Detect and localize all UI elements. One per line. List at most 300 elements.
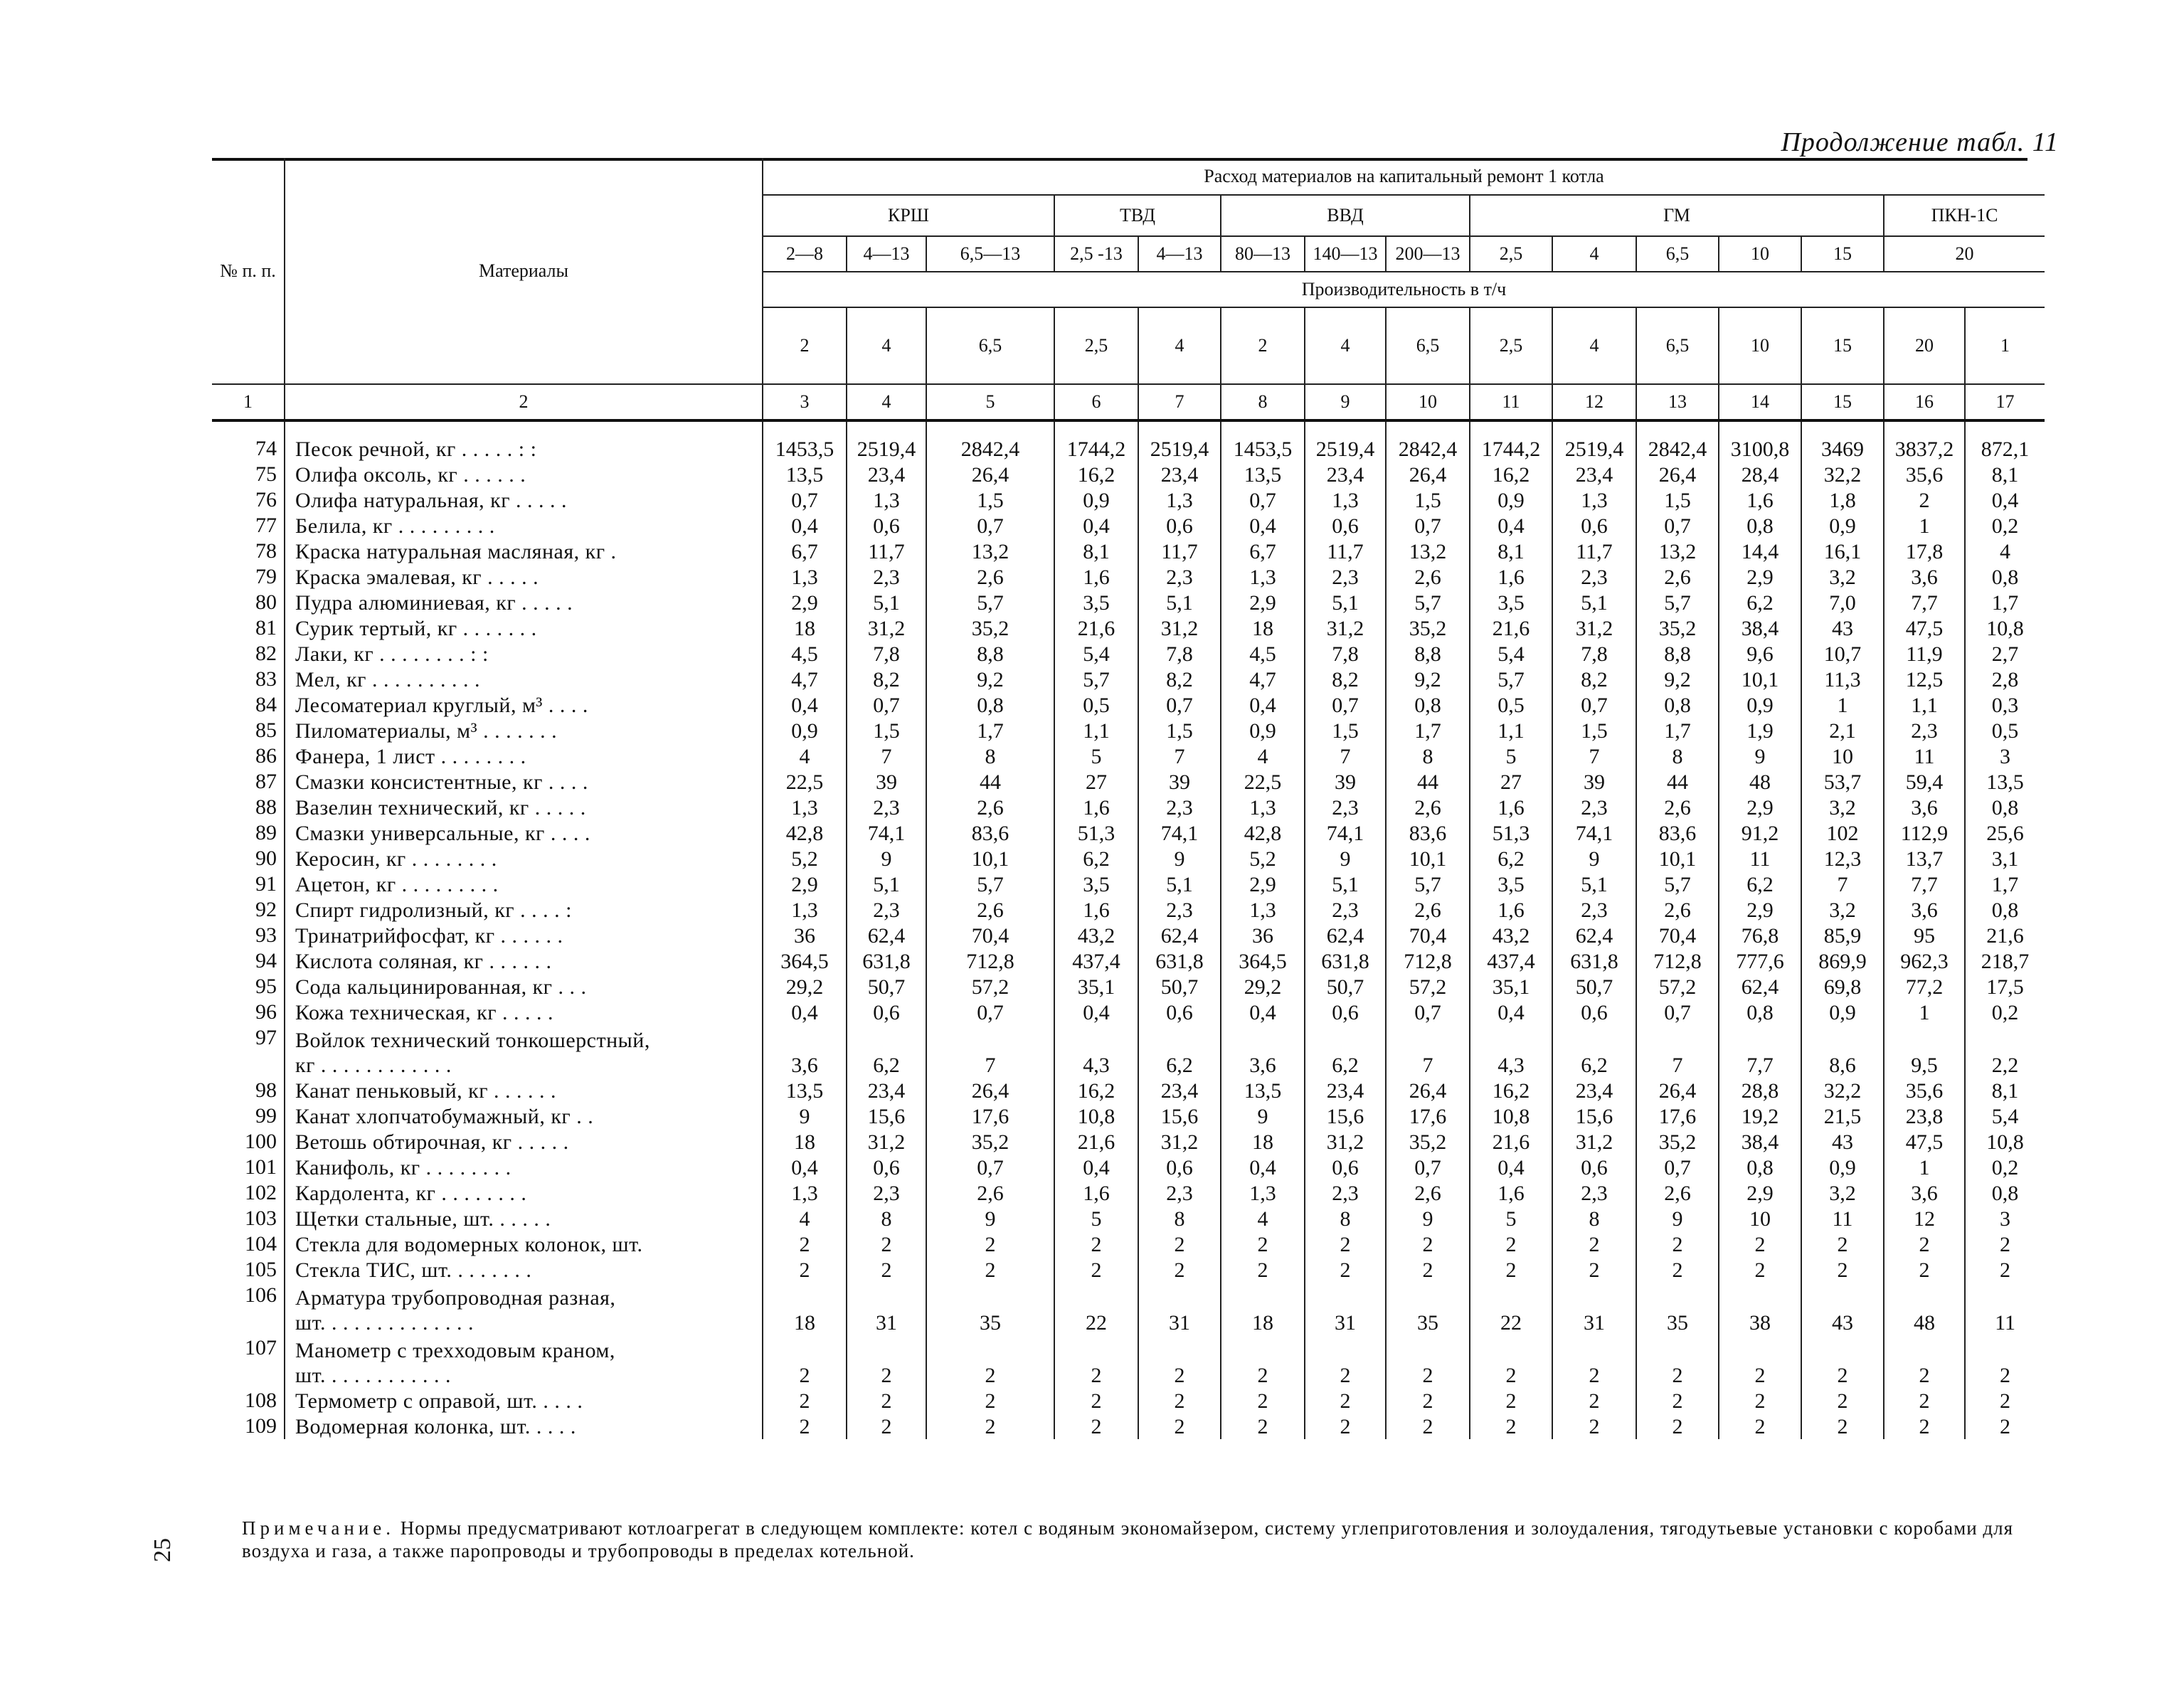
value-cell: 27: [1470, 769, 1552, 795]
value-cell: 2: [1386, 1388, 1470, 1414]
footnote-title: Примечание.: [242, 1517, 396, 1539]
value-cell: 2: [1470, 1257, 1552, 1283]
value-cell: 2,3: [847, 1180, 926, 1206]
value-cell: 2,6: [1636, 795, 1719, 820]
value-cell: 43: [1801, 1283, 1884, 1335]
row-number: 75: [212, 462, 285, 487]
value-cell: 4: [1221, 1206, 1305, 1231]
material-name: [285, 513, 763, 539]
value-cell: 6,2: [1305, 1025, 1386, 1078]
row-number: 109: [212, 1414, 285, 1439]
value-cell: 0,2: [1991, 514, 2019, 538]
value-cell: 7,8: [1305, 641, 1386, 667]
row-number: 102: [212, 1180, 285, 1206]
value-cell: 21,6: [1470, 1129, 1552, 1155]
value-cell: 10,8: [1054, 1103, 1138, 1129]
header-productivity: 2: [1221, 307, 1305, 384]
value-cell: 1453,5: [763, 436, 847, 462]
value-cell: 8,6: [1801, 1025, 1884, 1078]
value-cell: 2: [1719, 1257, 1801, 1283]
value-cell: 3,6: [1221, 1025, 1305, 1078]
material-name-line: Кожа техническая, кг . . . . .: [295, 1001, 554, 1024]
value-cell: 50,7: [1305, 974, 1386, 999]
value-cell: 5,7: [1386, 590, 1470, 615]
value-cell: 91,2: [1719, 820, 1801, 846]
value-cell: 2: [926, 1335, 1054, 1388]
material-name-line: Керосин, кг . . . . . . . .: [295, 847, 497, 871]
value-cell: 2: [1884, 1414, 1965, 1439]
value-cell: 51,3: [1470, 820, 1552, 846]
value-cell: 2,9: [763, 590, 847, 615]
header-column-number: 3: [763, 384, 847, 420]
table-row: [212, 718, 2045, 743]
table-row: [212, 1078, 2045, 1103]
value-cell: 2,3: [1138, 795, 1221, 820]
value-cell: 11,7: [1305, 539, 1386, 564]
value-cell: 44: [926, 769, 1054, 795]
value-cell: 1,6: [1470, 564, 1552, 590]
header-subtype: 6,5: [1636, 236, 1719, 272]
value-cell: 2: [1386, 1414, 1470, 1439]
value-cell: 2: [1552, 1335, 1636, 1388]
value-cell: 0,8: [1719, 513, 1801, 539]
value-cell: 0,9: [1801, 999, 1884, 1025]
value-cell: 9: [926, 1206, 1054, 1231]
value-cell: 22: [1470, 1283, 1552, 1335]
value-cell: 44: [1636, 769, 1719, 795]
value-cell: 57,2: [1636, 974, 1719, 999]
value-cell: 9,2: [926, 667, 1054, 692]
value-cell: 16,1: [1801, 539, 1884, 564]
value-cell: 2: [1138, 1414, 1221, 1439]
value-cell: 8,2: [1552, 667, 1636, 692]
value-cell: 0,7: [926, 1155, 1054, 1180]
value-cell: 26,4: [926, 1078, 1054, 1103]
value-cell: 0,4: [1054, 513, 1138, 539]
header-type-tvd: ТВД: [1054, 195, 1221, 236]
value-cell: 437,4: [1054, 948, 1138, 974]
value-cell: 43: [1801, 615, 1884, 641]
value-cell: 0,5: [1054, 692, 1138, 718]
value-cell: 8: [1138, 1206, 1221, 1231]
row-number: 91: [212, 871, 285, 897]
value-cell: 1,7: [1991, 591, 2019, 615]
material-name: [285, 539, 763, 564]
value-cell: 2,6: [926, 897, 1054, 923]
header-subtype: 4—13: [1138, 236, 1221, 272]
table-row: [212, 692, 2045, 718]
value-cell: 8,8: [1386, 641, 1470, 667]
value-cell: 6,2: [1552, 1025, 1636, 1078]
header-column-number: 12: [1552, 384, 1636, 420]
value-cell: 62,4: [847, 923, 926, 948]
value-cell: 26,4: [1636, 1078, 1719, 1103]
value-cell: 1,1: [1054, 718, 1138, 743]
value-cell: 76,8: [1719, 923, 1801, 948]
value-cell: 35: [926, 1283, 1054, 1335]
value-cell: 0,4: [763, 1155, 847, 1180]
value-cell: 8,2: [1138, 667, 1221, 692]
row-number: 76: [212, 487, 285, 513]
value-cell: 0,8: [1991, 796, 2019, 820]
value-cell: 2: [1138, 1231, 1221, 1257]
value-cell: 0,7: [847, 692, 926, 718]
row-number: 98: [212, 1078, 285, 1103]
material-name: [285, 641, 763, 667]
value-cell: 1,3: [763, 1180, 847, 1206]
value-cell: 5,1: [1552, 590, 1636, 615]
value-cell: 5,4: [1470, 641, 1552, 667]
row-number: 97: [212, 1025, 285, 1078]
value-cell: 0,7: [763, 487, 847, 513]
value-cell: 0,3: [1991, 694, 2019, 717]
value-cell: 21,6: [1054, 615, 1138, 641]
value-cell: 2: [1386, 1257, 1470, 1283]
value-cell: 777,6: [1719, 948, 1801, 974]
value-cell: 11,3: [1801, 667, 1884, 692]
value-cell: 50,7: [1552, 974, 1636, 999]
value-cell: 6,7: [1221, 539, 1305, 564]
row-number: 93: [212, 923, 285, 948]
table-row: [212, 462, 2045, 487]
material-name-line: Ацетон, кг . . . . . . . . .: [295, 873, 499, 896]
row-number: 101: [212, 1155, 285, 1180]
header-column-number: 14: [1719, 384, 1801, 420]
material-name: [285, 846, 763, 871]
header-col-number: № п. п.: [212, 158, 285, 384]
value-cell: 3: [2000, 1207, 2011, 1231]
value-cell: 31: [1552, 1283, 1636, 1335]
value-cell: 2,3: [1138, 564, 1221, 590]
material-name-line: Канат пеньковый, кг . . . . . .: [295, 1079, 557, 1103]
material-name: [285, 1388, 763, 1414]
value-cell: 16,2: [1470, 462, 1552, 487]
value-cell: 10,8: [1986, 1130, 2024, 1154]
value-cell: 4,3: [1470, 1025, 1552, 1078]
value-cell: 8,8: [926, 641, 1054, 667]
material-name-line: Стекла для водомерных колонок, шт.: [295, 1233, 643, 1256]
header-productivity: 2,5: [1470, 307, 1552, 384]
header-subtype: 15: [1801, 236, 1884, 272]
value-cell: 74,1: [1138, 820, 1221, 846]
value-cell: 85,9: [1801, 923, 1884, 948]
material-name-line: Олифа оксоль, кг . . . . . .: [295, 463, 526, 487]
value-cell: 1,3: [1221, 564, 1305, 590]
value-cell: 4,5: [1221, 641, 1305, 667]
material-name: [285, 564, 763, 590]
material-name: [285, 718, 763, 743]
value-cell: 39: [847, 769, 926, 795]
value-cell: 5,1: [1305, 590, 1386, 615]
value-cell: 3,1: [1991, 847, 2019, 871]
material-name: [285, 871, 763, 897]
value-cell: 2,3: [847, 897, 926, 923]
value-cell: 5,1: [1138, 590, 1221, 615]
value-cell: 83,6: [926, 820, 1054, 846]
value-cell: 9: [1719, 743, 1801, 769]
value-cell: 59,4: [1884, 769, 1965, 795]
value-cell: 16,2: [1470, 1078, 1552, 1103]
value-cell: 2: [1054, 1231, 1138, 1257]
value-cell: 29,2: [763, 974, 847, 999]
value-cell: 631,8: [1552, 948, 1636, 974]
header-column-number: 2: [285, 384, 763, 420]
value-cell: 2,3: [1138, 1180, 1221, 1206]
material-name-line: Олифа натуральная, кг . . . . .: [295, 489, 568, 512]
value-cell: 8: [1386, 743, 1470, 769]
value-cell: 2: [1719, 1414, 1801, 1439]
value-cell: 4: [2000, 540, 2011, 563]
header-subtype: 140—13: [1305, 236, 1386, 272]
value-cell: 2: [1054, 1335, 1138, 1388]
table-row: [212, 871, 2045, 897]
value-cell: 2: [1719, 1231, 1801, 1257]
row-number: 79: [212, 564, 285, 590]
material-name-line: Кислота соляная, кг . . . . . .: [295, 950, 552, 973]
value-cell: 6,2: [1054, 846, 1138, 871]
value-cell: 57,2: [1386, 974, 1470, 999]
value-cell: 35,2: [1636, 615, 1719, 641]
value-cell: 7: [1386, 1025, 1470, 1078]
value-cell: 15,6: [1138, 1103, 1221, 1129]
material-name: [285, 487, 763, 513]
value-cell: 43: [1801, 1129, 1884, 1155]
value-cell: 2: [1138, 1335, 1221, 1388]
material-name-line: Кардолента, кг . . . . . . . .: [295, 1182, 527, 1205]
value-cell: 1,6: [1470, 1180, 1552, 1206]
value-cell: 2: [1801, 1257, 1884, 1283]
row-number: 99: [212, 1103, 285, 1129]
row-number: 81: [212, 615, 285, 641]
value-cell: 9: [763, 1103, 847, 1129]
value-cell: 3,6: [1884, 1180, 1965, 1206]
value-cell: 0,9: [763, 718, 847, 743]
value-cell: 2,3: [1552, 795, 1636, 820]
value-cell: 6,2: [1719, 590, 1801, 615]
header-group-title: Расход материалов на капитальный ремонт 1 котла: [763, 158, 2045, 195]
value-cell: 23,4: [847, 462, 926, 487]
value-cell: 2: [1552, 1231, 1636, 1257]
header-column-number: 4: [847, 384, 926, 420]
value-cell: 2: [1305, 1388, 1386, 1414]
material-name: [285, 1335, 763, 1388]
value-cell: 2,6: [1386, 795, 1470, 820]
table-row: [212, 1103, 2045, 1129]
table-row: [212, 564, 2045, 590]
value-cell: 2: [2000, 1415, 2011, 1438]
value-cell: 2,9: [1221, 871, 1305, 897]
value-cell: 3,5: [1054, 590, 1138, 615]
material-name-line: Манометр с трехходовым краном,: [295, 1339, 615, 1362]
value-cell: 1,6: [1719, 487, 1801, 513]
value-cell: 1,7: [926, 718, 1054, 743]
value-cell: 2: [847, 1335, 926, 1388]
value-cell: 23,4: [1552, 462, 1636, 487]
value-cell: 13,7: [1884, 846, 1965, 871]
value-cell: 0,7: [926, 513, 1054, 539]
value-cell: 10,8: [1470, 1103, 1552, 1129]
value-cell: 0,9: [1801, 1155, 1884, 1180]
row-number: 77: [212, 513, 285, 539]
value-cell: 2: [1054, 1414, 1138, 1439]
value-cell: 6,2: [1719, 871, 1801, 897]
value-cell: 1,1: [1884, 692, 1965, 718]
value-cell: 13,2: [926, 539, 1054, 564]
material-name-line: Краска эмалевая, кг . . . . .: [295, 566, 539, 589]
value-cell: 31: [847, 1283, 926, 1335]
material-name: [285, 1103, 763, 1129]
value-cell: 36: [763, 923, 847, 948]
value-cell: 17,6: [926, 1103, 1054, 1129]
value-cell: 2: [1305, 1231, 1386, 1257]
row-number: 83: [212, 667, 285, 692]
value-cell: 437,4: [1470, 948, 1552, 974]
value-cell: 0,9: [1719, 692, 1801, 718]
value-cell: 3,6: [763, 1025, 847, 1078]
value-cell: 5: [1470, 743, 1552, 769]
value-cell: 70,4: [1636, 923, 1719, 948]
header-subtype: 4—13: [847, 236, 926, 272]
value-cell: 2: [847, 1257, 926, 1283]
value-cell: 2: [1884, 1231, 1965, 1257]
value-cell: 6,2: [847, 1025, 926, 1078]
header-productivity: 4: [1552, 307, 1636, 384]
value-cell: 2: [1470, 1231, 1552, 1257]
row-number: 108: [212, 1388, 285, 1414]
value-cell: 8: [926, 743, 1054, 769]
value-cell: 0,8: [1991, 1182, 2019, 1205]
value-cell: 0,7: [1305, 692, 1386, 718]
header-column-number: 9: [1305, 384, 1386, 420]
footnote: [242, 1517, 2035, 1562]
value-cell: 4,7: [1221, 667, 1305, 692]
value-cell: 3,6: [1884, 897, 1965, 923]
table-row: [212, 487, 2045, 513]
value-cell: 9: [1138, 846, 1221, 871]
table-row: [212, 897, 2045, 923]
value-cell: 5,1: [1138, 871, 1221, 897]
value-cell: 10: [1719, 1206, 1801, 1231]
material-name: [285, 897, 763, 923]
value-cell: 2: [1054, 1388, 1138, 1414]
material-name-line: Смазки консистентные, кг . . . .: [295, 770, 588, 794]
value-cell: 3,5: [1470, 590, 1552, 615]
value-cell: 2,9: [1719, 795, 1801, 820]
value-cell: 0,4: [763, 999, 847, 1025]
value-cell: 14,4: [1719, 539, 1801, 564]
value-cell: 11: [1801, 1206, 1884, 1231]
value-cell: 2519,4: [1552, 436, 1636, 462]
value-cell: 1: [1884, 999, 1965, 1025]
table-row: [212, 999, 2045, 1025]
value-cell: 17,6: [1636, 1103, 1719, 1129]
value-cell: 2,9: [763, 871, 847, 897]
table-row: [212, 846, 2045, 871]
value-cell: 5,2: [763, 846, 847, 871]
value-cell: 2,3: [1552, 897, 1636, 923]
material-name: [285, 769, 763, 795]
value-cell: 2,6: [1386, 897, 1470, 923]
material-name: [285, 1283, 763, 1335]
table-row: [212, 769, 2045, 795]
header-subtype: 2—8: [763, 236, 847, 272]
value-cell: 23,4: [847, 1078, 926, 1103]
value-cell: 1,6: [1470, 795, 1552, 820]
value-cell: 23,4: [1305, 1078, 1386, 1103]
value-cell: 0,5: [1470, 692, 1552, 718]
value-cell: 8,1: [1054, 539, 1138, 564]
value-cell: 218,7: [1981, 950, 2030, 973]
value-cell: 7,7: [1884, 871, 1965, 897]
header-productivity: 20: [1884, 307, 1965, 384]
row-number: 85: [212, 718, 285, 743]
value-cell: 5,7: [926, 871, 1054, 897]
value-cell: 1,9: [1719, 718, 1801, 743]
value-cell: 5,1: [1552, 871, 1636, 897]
table-row: [212, 667, 2045, 692]
value-cell: 28,4: [1719, 462, 1801, 487]
value-cell: 2: [926, 1388, 1054, 1414]
material-name: [285, 590, 763, 615]
value-cell: 2,6: [1636, 564, 1719, 590]
value-cell: 2,3: [1305, 564, 1386, 590]
material-name: [285, 1129, 763, 1155]
table-row: [212, 743, 2045, 769]
value-cell: 9,2: [1386, 667, 1470, 692]
value-cell: 27: [1054, 769, 1138, 795]
row-number: 78: [212, 539, 285, 564]
row-number: 90: [212, 846, 285, 871]
value-cell: 15,6: [1305, 1103, 1386, 1129]
value-cell: 1,5: [1386, 487, 1470, 513]
value-cell: 3,6: [1884, 564, 1965, 590]
value-cell: 2: [926, 1231, 1054, 1257]
value-cell: 3,5: [1470, 871, 1552, 897]
material-name: [285, 1231, 763, 1257]
value-cell: 11,9: [1884, 641, 1965, 667]
value-cell: 32,2: [1801, 462, 1884, 487]
value-cell: 12: [1884, 1206, 1965, 1231]
value-cell: 6,2: [1470, 846, 1552, 871]
value-cell: 36: [1221, 923, 1305, 948]
value-cell: 7: [1801, 871, 1884, 897]
header-column-number: 16: [1884, 384, 1965, 420]
value-cell: 1,3: [1305, 487, 1386, 513]
value-cell: 0,7: [1386, 999, 1470, 1025]
row-number: 82: [212, 641, 285, 667]
value-cell: 8: [1552, 1206, 1636, 1231]
value-cell: 48: [1719, 769, 1801, 795]
table-row: [212, 1257, 2045, 1283]
value-cell: 10: [1801, 743, 1884, 769]
value-cell: 35,6: [1884, 1078, 1965, 1103]
value-cell: 23,4: [1305, 462, 1386, 487]
value-cell: 0,8: [1991, 566, 2019, 589]
value-cell: 32,2: [1801, 1078, 1884, 1103]
value-cell: 364,5: [763, 948, 847, 974]
value-cell: 7: [1552, 743, 1636, 769]
value-cell: 22,5: [763, 769, 847, 795]
value-cell: 2: [1305, 1414, 1386, 1439]
value-cell: 2,3: [1552, 564, 1636, 590]
row-number: 87: [212, 769, 285, 795]
row-number: 96: [212, 999, 285, 1025]
value-cell: 8,1: [1991, 1079, 2019, 1103]
value-cell: 11: [1995, 1311, 2015, 1335]
material-name: [285, 1257, 763, 1283]
row-number: 80: [212, 590, 285, 615]
value-cell: 2519,4: [1305, 436, 1386, 462]
